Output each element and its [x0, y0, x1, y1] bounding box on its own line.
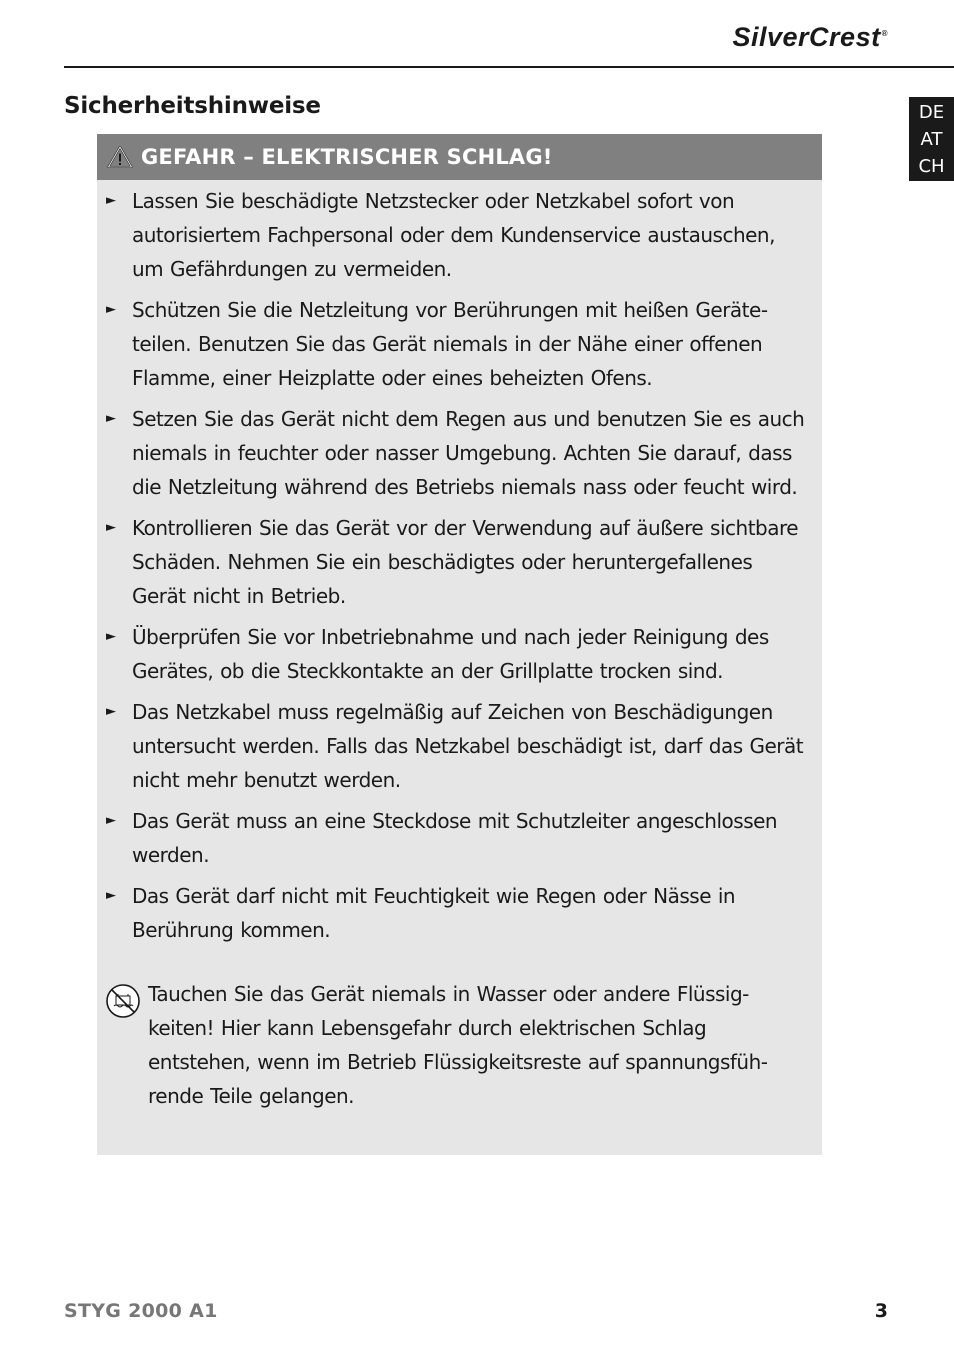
triangle-right-icon: ►	[106, 520, 116, 535]
triangle-right-icon: ►	[106, 888, 116, 903]
language-de: DE	[918, 101, 945, 123]
section-title: Sicherheitshinweise	[64, 93, 321, 119]
warning-list	[97, 184, 822, 947]
triangle-right-icon: ►	[106, 193, 116, 208]
page-number: 3	[874, 1300, 888, 1322]
warning-title: GEFAHR – ELEKTRISCHER SCHLAG!	[141, 145, 553, 169]
brand-name: SilverCrest	[732, 22, 881, 52]
triangle-right-icon: ►	[106, 302, 116, 317]
language-tab	[909, 97, 954, 181]
warning-triangle-icon	[107, 145, 133, 169]
triangle-right-icon: ►	[106, 704, 116, 719]
list-item: ► Kontrollieren Sie das Gerät vor der Verwendung auf äußere sichtbare Schäden. Nehmen Sie ein beschädigtes oder heruntergefallenes Gerät nicht in Betrieb.	[97, 511, 808, 613]
triangle-right-icon: ►	[106, 411, 116, 426]
note-text: Tauchen Sie das Gerät niemals in Wasser oder andere Flüssigkeiten! Hier kann Lebensgefahr durch elektrischen Schlag entstehen, wenn im Betrieb Flüssigkeitsreste auf spannungsführende Teile gelangen.	[148, 982, 768, 1108]
no-immersion-icon	[105, 983, 141, 1019]
brand-logo	[733, 22, 889, 53]
warning-header	[97, 134, 822, 180]
immersion-note	[97, 977, 822, 1113]
language-at: AT	[920, 128, 943, 150]
list-item: ► Lassen Sie beschädigte Netzstecker oder Netzkabel sofort von autorisiertem Fachpersonal oder dem Kundenservice austauschen, um Gefährdungen zu vermeiden.	[97, 184, 808, 286]
triangle-right-icon: ►	[106, 813, 116, 828]
registered-mark: ®	[881, 29, 888, 38]
warning-box	[97, 134, 822, 1155]
list-item: ► Das Gerät muss an eine Steckdose mit Schutzleiter angeschlossen werden.	[97, 804, 808, 872]
language-ch: CH	[918, 155, 945, 177]
list-item: ► Überprüfen Sie vor Inbetriebnahme und nach jeder Reinigung des Gerätes, ob die Steckkontakte an der Grillplatte trocken sind.	[97, 620, 808, 688]
list-item: ► Schützen Sie die Netzleitung vor Berührungen mit heißen Geräteteilen. Benutzen Sie das Gerät niemals in der Nähe einer offenen Flamme, einer Heizplatte oder eines beheizten Ofens.	[97, 293, 808, 395]
footer-model: STYG 2000 A1	[64, 1300, 218, 1322]
triangle-right-icon: ►	[106, 629, 116, 644]
list-item: ► Das Netzkabel muss regelmäßig auf Zeichen von Beschädigungen untersucht werden. Falls das Netzkabel beschädigt ist, darf das Gerät nicht mehr benutzt werden.	[97, 695, 808, 797]
list-item: ► Setzen Sie das Gerät nicht dem Regen aus und benutzen Sie es auch niemals in feuchter oder nasser Umgebung. Achten Sie darauf, dass die Netzleitung während des Betriebs niemals nass oder feucht wird.	[97, 402, 808, 504]
header-rule	[64, 66, 954, 68]
list-item: ► Das Gerät darf nicht mit Feuchtigkeit wie Regen oder Nässe in Berührung kommen.	[97, 879, 808, 947]
